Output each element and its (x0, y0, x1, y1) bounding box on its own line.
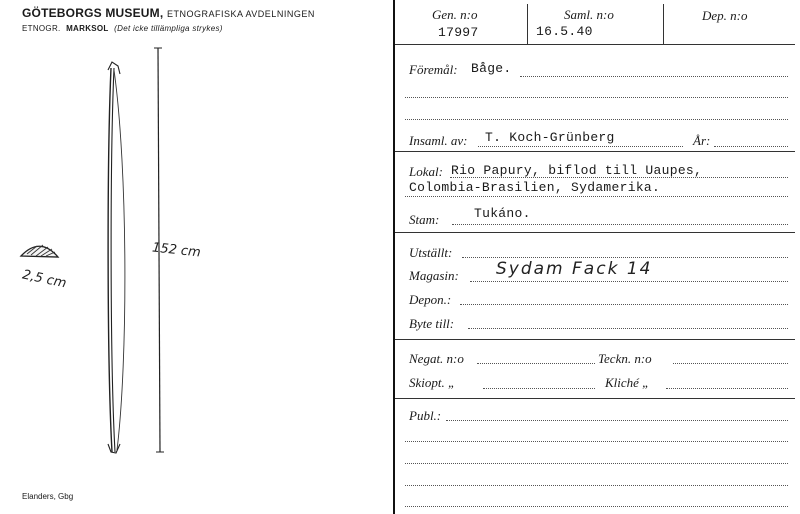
kliche-label: Kliché „ (605, 375, 650, 390)
teckn-label: Teckn. n:o (598, 351, 652, 366)
insaml-label: Insaml. av: (409, 133, 468, 148)
utstallt-label: Utställt: (409, 245, 453, 260)
section-rule-1 (395, 151, 795, 152)
tribe-name: Tukáno. (474, 206, 531, 221)
card-divider (393, 0, 395, 514)
strike-note: (Det icke tillämpliga strykes) (114, 24, 223, 33)
saml-label: Saml. n:o (564, 7, 614, 22)
foremal-label: Föremål: (409, 62, 458, 77)
bow-length-size: 152 cm (151, 240, 202, 261)
etnogr-label: ETNOGR. (22, 24, 61, 33)
header-rule (395, 44, 795, 45)
bow-bottom-tip (108, 444, 120, 453)
bow-string (114, 70, 125, 450)
ar-label: År: (693, 133, 711, 148)
printer-name: Elanders, Gbg (22, 492, 74, 501)
department-name: ETNOGRAFISKA AVDELNINGEN (166, 9, 315, 19)
gen-label: Gen. n:o (432, 7, 478, 22)
collector-name: T. Koch-Grünberg (485, 130, 615, 145)
stam-label: Stam: (409, 212, 440, 227)
section-rule-4 (395, 398, 795, 399)
bow-stave-inner (111, 68, 115, 452)
struck-category: MARKSOL (66, 24, 109, 33)
dep-label: Dep. n:o (702, 8, 748, 23)
saml-number: 16.5.40 (536, 24, 593, 39)
publ-label: Publ.: (409, 408, 442, 423)
storage-location: Sydam Fack 14 (496, 259, 653, 279)
byte-label: Byte till: (409, 316, 455, 331)
depon-label: Depon.: (409, 292, 452, 307)
gen-number: 17997 (438, 25, 479, 40)
header-separator-2 (663, 4, 664, 44)
magasin-label: Magasin: (409, 268, 459, 283)
museum-name: GÖTEBORGS MUSEUM, (22, 6, 164, 20)
locality-line-1: Rio Papury, biflod till Uaupes, (451, 163, 703, 178)
lokal-label: Lokal: (409, 164, 443, 179)
section-rule-2 (395, 232, 795, 233)
skiopt-label: Skiopt. „ (409, 375, 456, 390)
locality-line-2: Colombia-Brasilien, Sydamerika. (409, 180, 661, 195)
header-separator-1 (527, 4, 528, 44)
cross-section-size: 2,5 cm (20, 267, 68, 292)
foremal-value: Båge. (471, 61, 512, 76)
section-rule-3 (395, 339, 795, 340)
negat-label: Negat. n:o (409, 351, 464, 366)
